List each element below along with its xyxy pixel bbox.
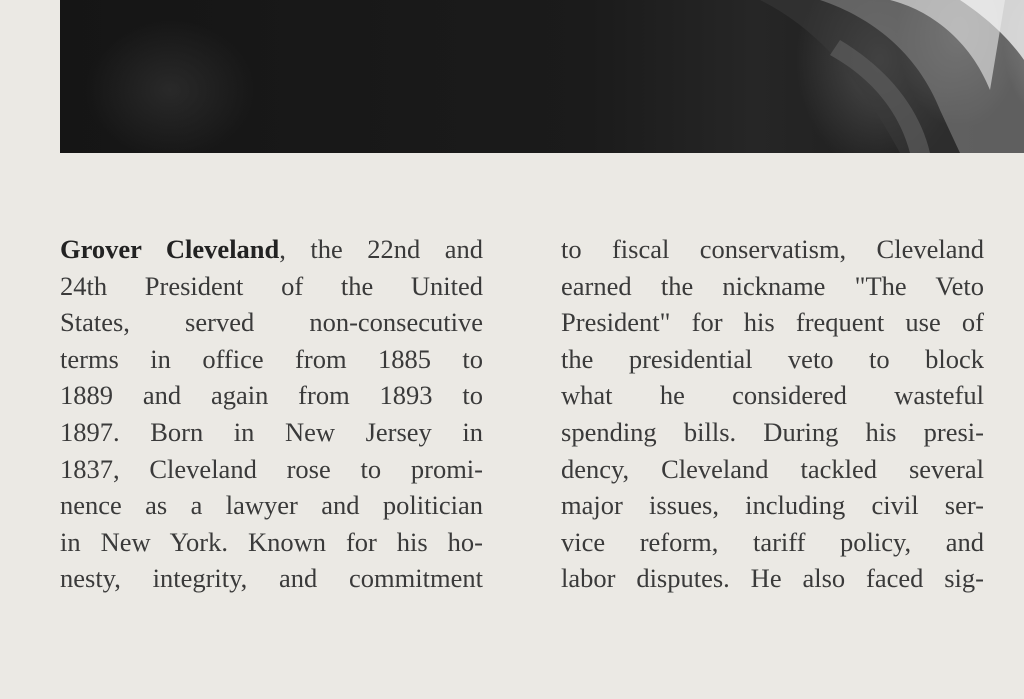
text-line: terms in office from 1885 to (60, 343, 483, 374)
text-line: 24th President of the United (60, 270, 483, 301)
text-line: labor disputes. He also faced sig- (561, 563, 984, 594)
text-line: 1837, Cleveland rose to promi- (60, 453, 483, 484)
text-line: Grover Cleveland, the 22nd and (60, 234, 483, 264)
text-line: what he considered wasteful (561, 380, 984, 411)
text-line: in New York. Known for his ho- (60, 526, 483, 557)
text-line: President" for his frequent use of (561, 307, 984, 338)
text-line: major issues, including civil ser- (561, 490, 984, 521)
text-line: to fiscal conservatism, Cleveland (561, 234, 984, 264)
article-column-left (60, 231, 483, 597)
text-line: nence as a lawyer and politician (60, 490, 483, 521)
text-line: vice reform, tariff policy, and (561, 526, 984, 557)
text-line: 1897. Born in New Jersey in (60, 416, 483, 447)
text-line: spending bills. During his presi- (561, 416, 984, 447)
article-column-right (561, 231, 984, 597)
text-line: States, served non-consecutive (60, 307, 483, 338)
text-line: the presidential veto to block (561, 343, 984, 374)
text-line: earned the nickname "The Veto (561, 270, 984, 301)
text-line: nesty, integrity, and commitment (60, 563, 483, 594)
subject-name: Grover Cleveland (60, 234, 280, 264)
text-line: 1889 and again from 1893 to (60, 380, 483, 411)
text-line: dency, Cleveland tackled several (561, 453, 984, 484)
portrait-photo (60, 0, 1024, 153)
photo-shapes (60, 0, 1024, 153)
